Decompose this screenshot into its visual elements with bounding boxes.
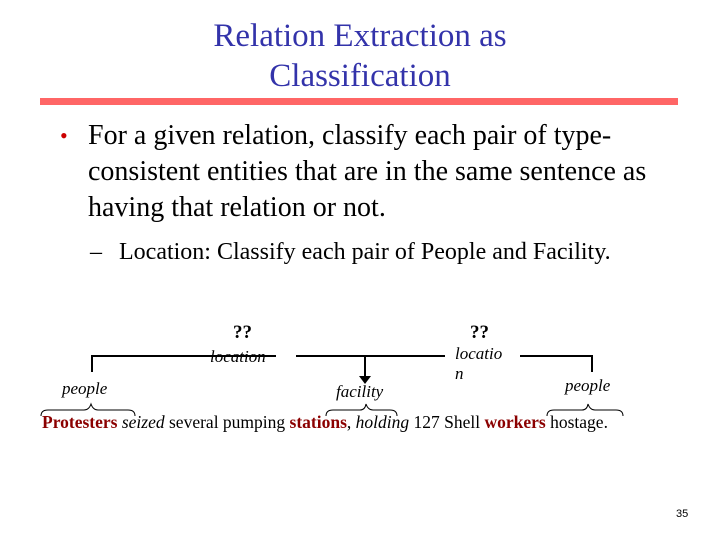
- type-label-people-left: people: [62, 379, 108, 398]
- sub-bullet-dash-icon: –: [90, 239, 102, 265]
- main-bullet-text: For a given relation, classify each pair of type-consistent entities that are in the same sentence as having that relation or not.: [88, 120, 647, 223]
- entity-workers: workers: [484, 412, 546, 432]
- bullet-dot-icon: •: [60, 123, 68, 148]
- title-line-2: Classification: [269, 58, 451, 94]
- page-number: 35: [676, 508, 689, 520]
- sentence-text-a: several pumping: [169, 412, 286, 432]
- type-label-facility: facility: [336, 382, 384, 401]
- title-divider: [40, 98, 678, 105]
- entity-stations: stations: [289, 412, 347, 432]
- main-bullet: [60, 118, 680, 226]
- question-left: ??: [233, 322, 252, 343]
- sub-bullet-text: Location: Classify each pair of People and Facility.: [119, 239, 611, 265]
- type-label-people-right: people: [565, 376, 611, 395]
- relation-label-right-1: locatio: [455, 344, 503, 363]
- sentence-comma: ,: [346, 412, 352, 432]
- relation-label-right-2: n: [455, 364, 464, 383]
- entity-protesters: Protesters: [42, 412, 118, 432]
- verb-holding: holding: [355, 412, 410, 432]
- sub-bullet: [90, 236, 650, 268]
- example-sentence: [42, 412, 608, 433]
- connector-location-people: [520, 356, 592, 372]
- slide-title: [0, 16, 720, 96]
- verb-seized: seized: [121, 412, 165, 432]
- sentence-text-b: 127 Shell: [413, 412, 481, 432]
- relation-label-left: location: [210, 347, 266, 366]
- sentence-text-c: hostage.: [550, 412, 608, 432]
- title-line-1: Relation Extraction as: [213, 18, 507, 54]
- question-right: ??: [470, 322, 489, 343]
